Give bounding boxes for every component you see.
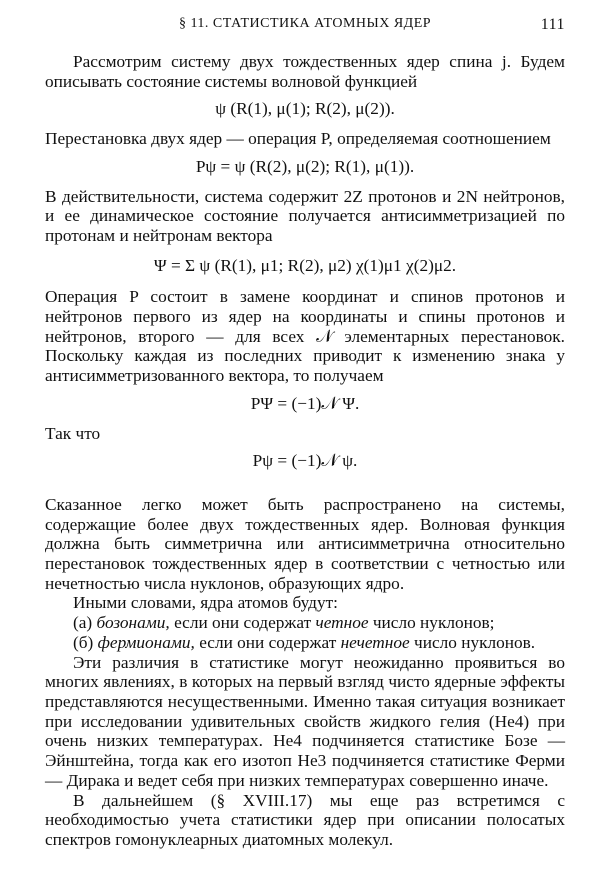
paragraph-2: Перестановка двух ядер — операция P, определяемая соотношением: [45, 129, 551, 149]
equation-sign-psi-big: [45, 394, 565, 414]
page-number: 111: [540, 16, 565, 33]
list-item-a: (а) бозонами, если они содержат четное число нуклонов;: [73, 613, 495, 633]
equation-text: Pψ = (−1)𝒩 ψ.: [252, 451, 358, 471]
paragraph-8: В дальнейшем (§ XVIII.17) мы еще раз встретимся с необходимостью учета статистики ядер при описании полосатых спектров гомонуклеарных диатомных молекул.: [45, 790, 565, 849]
running-title: § 11. СТАТИСТИКА АТОМНЫХ ЯДЕР: [178, 16, 432, 31]
equation-sign-psi-small: [45, 451, 565, 471]
paragraph-5: Сказанное легко может быть распространено на системы, содержащие более двух тождественных ядер. Волновая функция должна быть симметрична или антисимметрична относительно перестановок тождественных ядер в соответствии с четностью или нечетностью числа нуклонов, образующих ядро.: [45, 494, 565, 593]
list-marker: (б): [73, 632, 94, 652]
equation-text: Ψ = Σ ψ (R(1), μ1; R(2), μ2) χ(1)μ1 χ(2)μ2.: [153, 255, 457, 275]
equation-text: ψ (R(1), μ(1); R(2), μ(2)).: [215, 99, 395, 119]
equation-permutation: [45, 157, 565, 177]
keyword-odd: нечетное: [340, 632, 410, 652]
equation-wavefunction: [45, 99, 565, 119]
list-marker: (а): [73, 613, 93, 633]
page-header: [45, 16, 565, 40]
equation-antisymmetrized-vector: [45, 256, 565, 276]
paragraph-1: Рассмотрим систему двух тождественных ядер спина j. Будем описывать состояние системы волновой функцией: [45, 52, 565, 91]
page-body: [45, 52, 565, 850]
tak-chto: Так что: [45, 423, 101, 443]
paragraph-4: Операция P состоит в замене координат и спинов протонов и нейтронов первого из ядер на координаты и спины протонов и нейтронов, второго — для всех 𝒩 элементарных перестановок. Поскольку каждая из последних приводит к изменению знака у антисимметризованного вектора, то получаем: [45, 287, 565, 386]
term-fermions: фермионами,: [97, 632, 195, 652]
equation-text: PΨ = (−1)𝒩 Ψ.: [250, 393, 360, 413]
term-bosons: бозонами,: [96, 613, 170, 633]
keyword-even: четное: [315, 613, 369, 633]
list-item-b: (б) фермионами, если они содержат нечетное число нуклонов.: [73, 632, 536, 652]
equation-text: Pψ = ψ (R(2), μ(2); R(1), μ(1)).: [195, 156, 415, 176]
paragraph-3: В действительности, система содержит 2Z протонов и 2N нейтронов, и ее динамическое состояние получается антисимметризацией по протонам и нейтронам вектора: [45, 186, 565, 245]
paragraph-6: Иными словами, ядра атомов будут:: [73, 593, 338, 613]
paragraph-7: Эти различия в статистике могут неожиданно проявиться во многих явлениях, в которых на первый взгляд чисто ядерные эффекты представляются несущественными. Именно такая ситуация возникает при исследовании удивительных свойств жидкого гелия (He4) при очень низких температурах. He4 подчиняется статистике Бозе — Эйнштейна, тогда как его изотоп He3 подчиняется статистике Ферми — Дирака и ведет себя при низких температурах совершенно иначе.: [45, 652, 565, 790]
